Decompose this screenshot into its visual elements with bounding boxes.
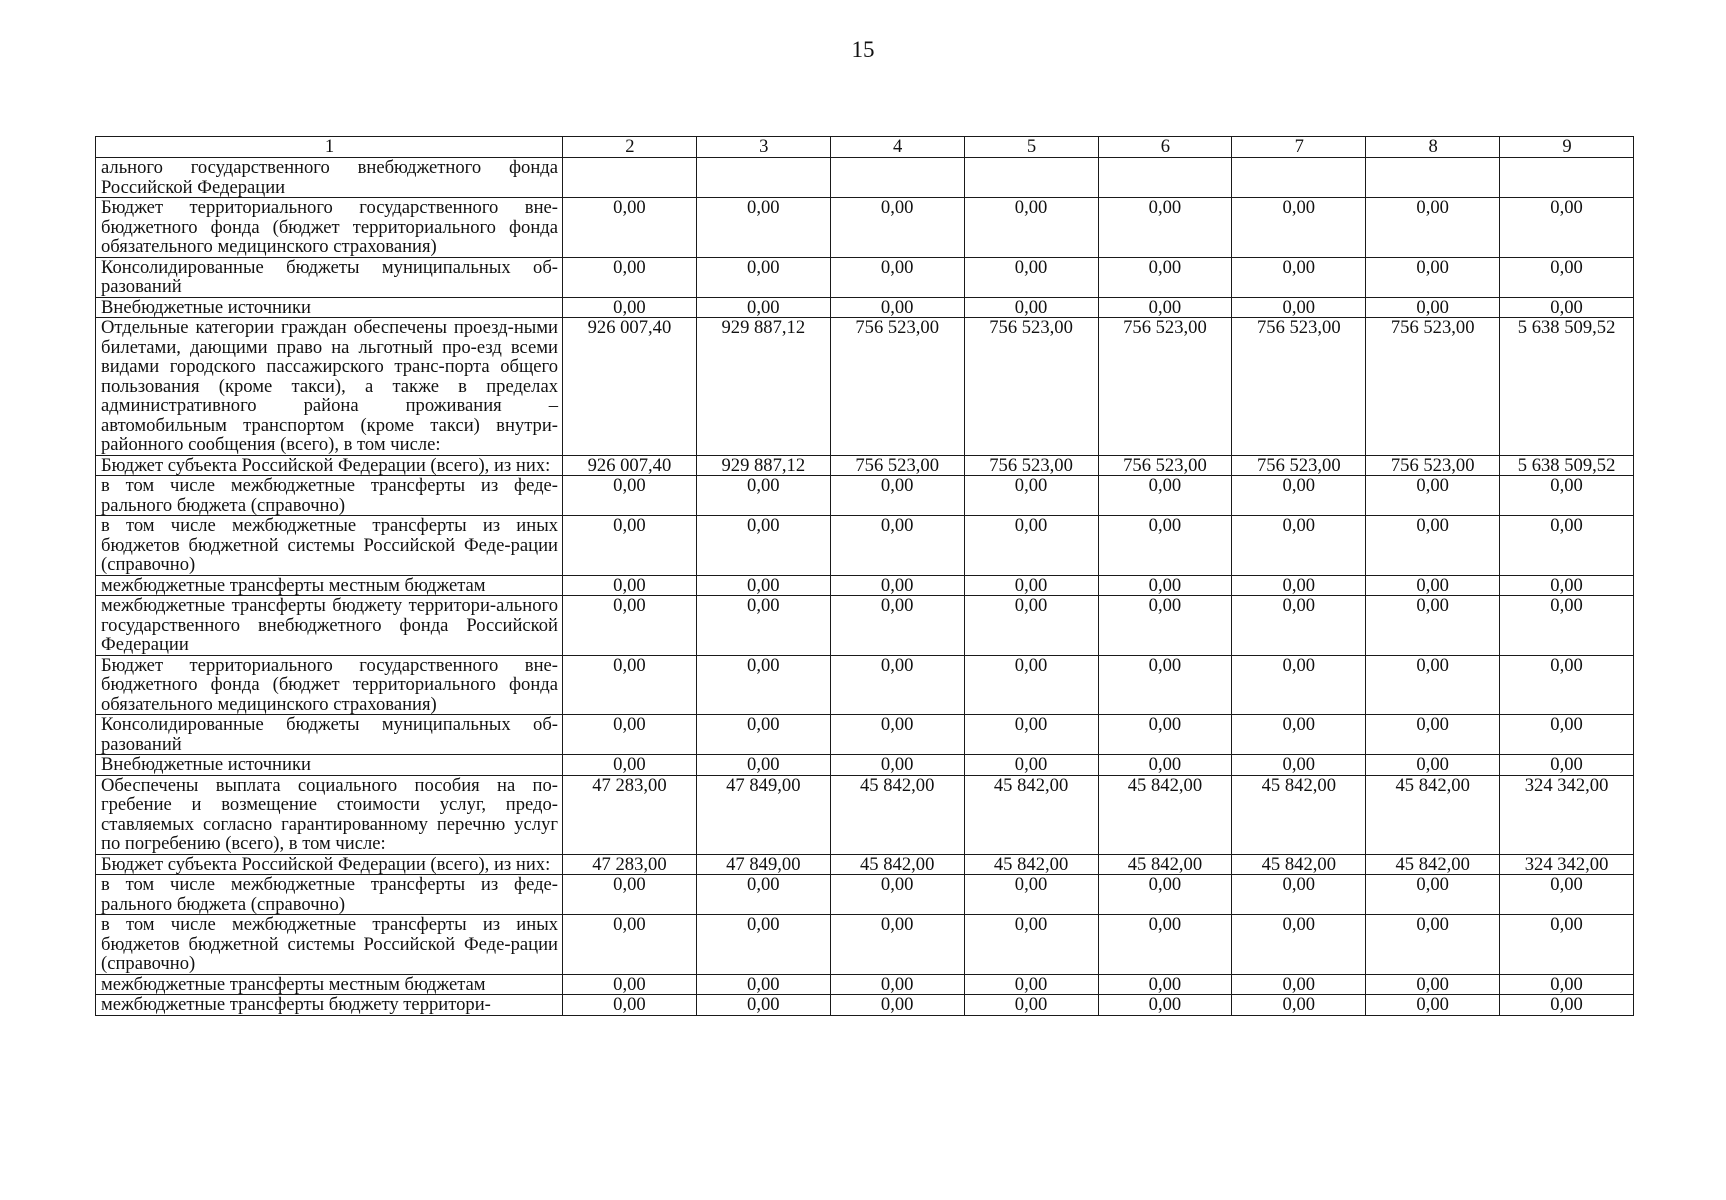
value-cell: 45 842,00	[830, 775, 964, 854]
row-label: Обеспечены выплата социального пособия на по-гребение и возмещение стоимости услуг, предо-ставляемых согласно гарантированному перечню услуг по погребению (всего), в том числе:	[96, 775, 563, 854]
value-cell	[1366, 158, 1500, 198]
value-cell	[696, 158, 830, 198]
value-cell: 0,00	[696, 755, 830, 776]
row-label: межбюджетные трансферты бюджету территори-	[96, 995, 563, 1016]
value-cell: 0,00	[1098, 715, 1232, 755]
value-cell: 0,00	[563, 875, 697, 915]
value-cell: 0,00	[1232, 974, 1366, 995]
value-cell: 0,00	[964, 575, 1098, 596]
value-cell: 0,00	[1366, 915, 1500, 975]
value-cell: 0,00	[1232, 575, 1366, 596]
value-cell: 0,00	[964, 297, 1098, 318]
header-row	[96, 137, 1634, 158]
value-cell: 0,00	[1232, 875, 1366, 915]
table-row	[96, 755, 1634, 776]
value-cell: 756 523,00	[1232, 318, 1366, 456]
value-cell: 0,00	[1098, 516, 1232, 576]
value-cell: 45 842,00	[964, 775, 1098, 854]
value-cell: 0,00	[563, 655, 697, 715]
value-cell: 929 887,12	[696, 455, 830, 476]
value-cell: 0,00	[696, 476, 830, 516]
value-cell: 0,00	[1366, 198, 1500, 258]
value-cell: 0,00	[964, 476, 1098, 516]
value-cell: 0,00	[1500, 915, 1634, 975]
table-row	[96, 596, 1634, 656]
value-cell: 45 842,00	[1366, 775, 1500, 854]
value-cell: 756 523,00	[1366, 318, 1500, 456]
table-row	[96, 775, 1634, 854]
value-cell: 0,00	[1232, 198, 1366, 258]
value-cell: 0,00	[563, 596, 697, 656]
table-row	[96, 915, 1634, 975]
page-number: 15	[851, 37, 875, 62]
value-cell: 0,00	[1232, 257, 1366, 297]
value-cell: 0,00	[1366, 516, 1500, 576]
value-cell: 0,00	[964, 257, 1098, 297]
value-cell: 0,00	[1232, 516, 1366, 576]
value-cell: 0,00	[1366, 257, 1500, 297]
table-row	[96, 297, 1634, 318]
value-cell: 0,00	[964, 755, 1098, 776]
value-cell: 0,00	[696, 297, 830, 318]
value-cell: 0,00	[1366, 297, 1500, 318]
value-cell: 0,00	[1366, 995, 1500, 1016]
value-cell: 0,00	[563, 974, 697, 995]
table-row	[96, 158, 1634, 198]
value-cell: 0,00	[563, 755, 697, 776]
value-cell: 0,00	[830, 516, 964, 576]
value-cell: 0,00	[1098, 476, 1232, 516]
value-cell: 0,00	[964, 875, 1098, 915]
row-label: в том числе межбюджетные трансферты из феде-рального бюджета (справочно)	[96, 476, 563, 516]
value-cell: 0,00	[964, 655, 1098, 715]
table-header	[96, 137, 1634, 158]
value-cell: 0,00	[964, 715, 1098, 755]
value-cell: 926 007,40	[563, 318, 697, 456]
value-cell: 0,00	[964, 915, 1098, 975]
value-cell: 0,00	[1098, 995, 1232, 1016]
value-cell: 0,00	[1098, 198, 1232, 258]
value-cell: 926 007,40	[563, 455, 697, 476]
value-cell: 0,00	[830, 297, 964, 318]
value-cell: 0,00	[1500, 974, 1634, 995]
value-cell: 756 523,00	[830, 318, 964, 456]
value-cell: 0,00	[830, 755, 964, 776]
value-cell: 0,00	[1232, 755, 1366, 776]
table-row	[96, 875, 1634, 915]
column-header: 4	[830, 137, 964, 158]
value-cell: 324 342,00	[1500, 854, 1634, 875]
row-label: Внебюджетные источники	[96, 297, 563, 318]
value-cell: 0,00	[696, 516, 830, 576]
value-cell: 0,00	[696, 575, 830, 596]
value-cell: 0,00	[1232, 995, 1366, 1016]
table-row	[96, 516, 1634, 576]
value-cell: 45 842,00	[964, 854, 1098, 875]
value-cell: 0,00	[1232, 915, 1366, 975]
table-row	[96, 715, 1634, 755]
table-row	[96, 854, 1634, 875]
value-cell: 0,00	[1232, 596, 1366, 656]
value-cell: 756 523,00	[964, 455, 1098, 476]
value-cell: 0,00	[830, 596, 964, 656]
value-cell	[1232, 158, 1366, 198]
column-header: 2	[563, 137, 697, 158]
value-cell: 0,00	[563, 575, 697, 596]
table-row	[96, 455, 1634, 476]
value-cell: 0,00	[830, 198, 964, 258]
row-label: в том числе межбюджетные трансферты из феде-рального бюджета (справочно)	[96, 875, 563, 915]
table-row	[96, 575, 1634, 596]
row-label: Консолидированные бюджеты муниципальных об-разований	[96, 257, 563, 297]
column-header: 8	[1366, 137, 1500, 158]
value-cell: 0,00	[1500, 655, 1634, 715]
value-cell: 0,00	[696, 875, 830, 915]
value-cell: 0,00	[696, 974, 830, 995]
table-row	[96, 974, 1634, 995]
value-cell: 0,00	[696, 915, 830, 975]
value-cell: 0,00	[1500, 476, 1634, 516]
value-cell: 45 842,00	[830, 854, 964, 875]
value-cell: 0,00	[1232, 655, 1366, 715]
value-cell: 0,00	[1098, 974, 1232, 995]
row-label: Бюджет субъекта Российской Федерации (всего), из них:	[96, 455, 563, 476]
value-cell: 0,00	[1500, 596, 1634, 656]
value-cell: 756 523,00	[1366, 455, 1500, 476]
value-cell	[563, 158, 697, 198]
row-label: в том числе межбюджетные трансферты из иных бюджетов бюджетной системы Российской Феде-рации (справочно)	[96, 516, 563, 576]
table-row	[96, 995, 1634, 1016]
column-header: 7	[1232, 137, 1366, 158]
row-label: межбюджетные трансферты местным бюджетам	[96, 575, 563, 596]
value-cell: 47 283,00	[563, 854, 697, 875]
value-cell: 0,00	[1500, 516, 1634, 576]
value-cell: 0,00	[1366, 715, 1500, 755]
value-cell: 0,00	[964, 995, 1098, 1016]
value-cell: 0,00	[964, 974, 1098, 995]
value-cell: 45 842,00	[1232, 775, 1366, 854]
value-cell: 756 523,00	[1098, 455, 1232, 476]
value-cell: 0,00	[1098, 755, 1232, 776]
value-cell: 0,00	[1500, 257, 1634, 297]
value-cell	[1098, 158, 1232, 198]
column-header: 1	[96, 137, 563, 158]
value-cell: 0,00	[830, 715, 964, 755]
value-cell: 0,00	[830, 974, 964, 995]
row-label: ального государственного внебюджетного фонда Российской Федерации	[96, 158, 563, 198]
value-cell: 0,00	[1500, 575, 1634, 596]
column-header: 6	[1098, 137, 1232, 158]
row-label: Консолидированные бюджеты муниципальных об-разований	[96, 715, 563, 755]
value-cell: 0,00	[1500, 875, 1634, 915]
value-cell: 5 638 509,52	[1500, 318, 1634, 456]
value-cell: 0,00	[1098, 596, 1232, 656]
value-cell: 0,00	[1366, 575, 1500, 596]
value-cell: 0,00	[1098, 257, 1232, 297]
value-cell: 0,00	[1098, 875, 1232, 915]
value-cell: 0,00	[1098, 915, 1232, 975]
column-header: 5	[964, 137, 1098, 158]
value-cell: 0,00	[696, 198, 830, 258]
table-row	[96, 655, 1634, 715]
value-cell: 0,00	[1098, 575, 1232, 596]
value-cell: 0,00	[696, 995, 830, 1016]
column-header: 9	[1500, 137, 1634, 158]
value-cell: 0,00	[964, 198, 1098, 258]
value-cell: 756 523,00	[964, 318, 1098, 456]
value-cell: 0,00	[696, 257, 830, 297]
value-cell: 0,00	[1500, 198, 1634, 258]
value-cell: 0,00	[696, 596, 830, 656]
value-cell: 0,00	[1500, 715, 1634, 755]
value-cell: 0,00	[1366, 974, 1500, 995]
value-cell: 0,00	[1366, 476, 1500, 516]
value-cell: 0,00	[1098, 655, 1232, 715]
value-cell: 0,00	[563, 715, 697, 755]
value-cell: 5 638 509,52	[1500, 455, 1634, 476]
value-cell: 45 842,00	[1232, 854, 1366, 875]
row-label: Бюджет территориального государственного вне-бюджетного фонда (бюджет территориального фонда обязательного медицинского страхования)	[96, 198, 563, 258]
row-label: Отдельные категории граждан обеспечены проезд-ными билетами, дающими право на льготный про-езд всеми видами городского пассажирского транс-порта общего пользования (кроме такси), а также в пределах административного района проживания – автомобильным транспортом (кроме такси) внутри-районного сообщения (всего), в том числе:	[96, 318, 563, 456]
value-cell: 0,00	[964, 596, 1098, 656]
value-cell: 756 523,00	[830, 455, 964, 476]
table-row	[96, 257, 1634, 297]
value-cell: 0,00	[1232, 476, 1366, 516]
value-cell: 756 523,00	[1098, 318, 1232, 456]
value-cell: 0,00	[830, 575, 964, 596]
value-cell: 0,00	[830, 995, 964, 1016]
value-cell: 0,00	[563, 198, 697, 258]
value-cell: 0,00	[1232, 715, 1366, 755]
row-label: межбюджетные трансферты местным бюджетам	[96, 974, 563, 995]
table-body	[96, 158, 1634, 1016]
value-cell	[1500, 158, 1634, 198]
value-cell: 0,00	[1366, 596, 1500, 656]
table-row	[96, 198, 1634, 258]
value-cell: 45 842,00	[1098, 854, 1232, 875]
value-cell: 0,00	[830, 655, 964, 715]
row-label: Бюджет субъекта Российской Федерации (всего), из них:	[96, 854, 563, 875]
value-cell: 47 283,00	[563, 775, 697, 854]
value-cell	[964, 158, 1098, 198]
value-cell: 0,00	[1500, 297, 1634, 318]
value-cell: 0,00	[563, 476, 697, 516]
value-cell: 0,00	[1500, 755, 1634, 776]
value-cell: 0,00	[830, 915, 964, 975]
value-cell: 0,00	[1366, 755, 1500, 776]
budget-table	[95, 136, 1634, 1016]
table-row	[96, 318, 1634, 456]
value-cell: 45 842,00	[1366, 854, 1500, 875]
value-cell: 756 523,00	[1232, 455, 1366, 476]
value-cell: 324 342,00	[1500, 775, 1634, 854]
row-label: Бюджет территориального государственного вне-бюджетного фонда (бюджет территориального фонда обязательного медицинского страхования)	[96, 655, 563, 715]
value-cell: 0,00	[563, 995, 697, 1016]
value-cell: 0,00	[1500, 995, 1634, 1016]
value-cell: 0,00	[830, 476, 964, 516]
value-cell: 47 849,00	[696, 854, 830, 875]
value-cell: 929 887,12	[696, 318, 830, 456]
value-cell: 0,00	[1098, 297, 1232, 318]
table-row	[96, 476, 1634, 516]
value-cell	[830, 158, 964, 198]
value-cell: 0,00	[1232, 297, 1366, 318]
value-cell: 0,00	[563, 915, 697, 975]
value-cell: 47 849,00	[696, 775, 830, 854]
column-header: 3	[696, 137, 830, 158]
value-cell: 0,00	[1366, 875, 1500, 915]
value-cell: 0,00	[830, 875, 964, 915]
value-cell: 0,00	[563, 297, 697, 318]
value-cell: 45 842,00	[1098, 775, 1232, 854]
value-cell: 0,00	[563, 516, 697, 576]
value-cell: 0,00	[563, 257, 697, 297]
value-cell: 0,00	[830, 257, 964, 297]
row-label: в том числе межбюджетные трансферты из иных бюджетов бюджетной системы Российской Феде-рации (справочно)	[96, 915, 563, 975]
value-cell: 0,00	[964, 516, 1098, 576]
value-cell: 0,00	[696, 715, 830, 755]
row-label: Внебюджетные источники	[96, 755, 563, 776]
value-cell: 0,00	[696, 655, 830, 715]
row-label: межбюджетные трансферты бюджету территори-ального государственного внебюджетного фонда Российской Федерации	[96, 596, 563, 656]
value-cell: 0,00	[1366, 655, 1500, 715]
